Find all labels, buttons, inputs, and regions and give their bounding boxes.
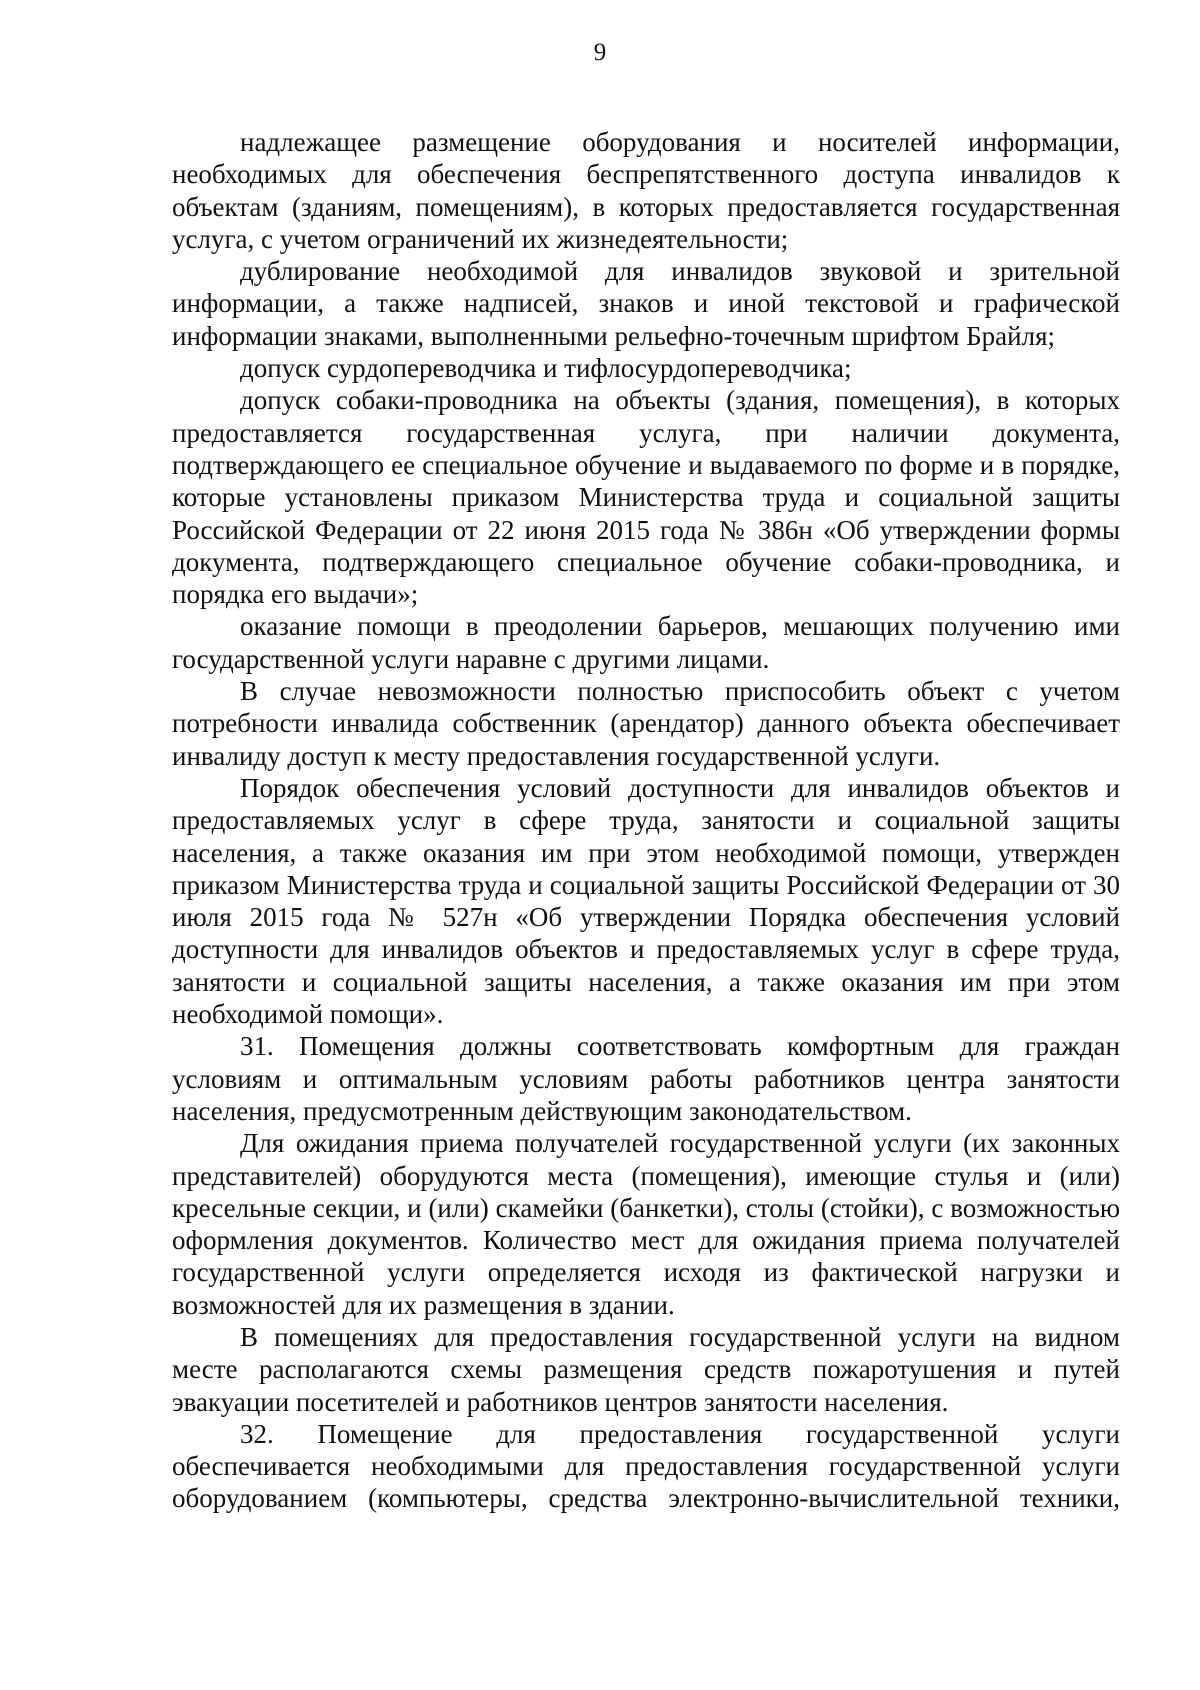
paragraph-waiting-places: Для ожидания приема получателей государственной услуги (их законных представителей) оборудуются места (помещения), имеющие стулья и (или) кресельные секции, и (или) скамейки (банкетки), столы (стойки), с возможностью оформления документов. Количество мест для ожидания приема получателей государственной услуги определяется исходя из фактической нагрузки и возможностей для их размещения в здании. <box>172 1128 1120 1320</box>
paragraph-evacuation-schemes: В помещениях для предоставления государственной услуги на видном месте располагаются схемы размещения средств пожаротушения и путей эвакуации посетителей и работников центров занятости населения. <box>172 1321 1120 1417</box>
paragraph-item-32: 32. Помещение для предоставления государственной услуги обеспечивается необходимыми для предоставления государственной услуги оборудованием (компьютеры, средства электронно-вычислительной техники, <box>172 1418 1120 1514</box>
paragraph-braille-duplication: дублирование необходимой для инвалидов звуковой и зрительной информации, а также надписей, знаков и иной текстовой и графической информации знаками, выполненными рельефно-точечным шрифтом Брайля; <box>172 256 1120 351</box>
paragraph-item-31: 31. Помещения должны соответствовать комфортным для граждан условиям и оптимальным условиям работы работников центра занятости населения, предусмотренным действующим законодательством. <box>172 1031 1120 1126</box>
paragraph-equipment-placement: надлежащее размещение оборудования и носителей информации, необходимых для обеспечения беспрепятственного доступа инвалидов к объектам (зданиям, помещениям), в которых предоставляется государственная услуга, с учетом ограничений их жизнедеятельности; <box>172 127 1120 254</box>
paragraph-owner-access: В случае невозможности полностью приспособить объект с учетом потребности инвалида собственник (арендатор) данного объекта обеспечивает инвалиду доступ к месту предоставления государственной услуги. <box>172 676 1120 771</box>
paragraph-interpreter-admission: допуск сурдопереводчика и тифлосурдопереводчика; <box>240 353 852 384</box>
paragraph-barrier-assistance: оказание помощи в преодолении барьеров, мешающих получению ими государственной услуги наравне с другими лицами. <box>172 611 1120 674</box>
page-number: 9 <box>593 39 607 66</box>
paragraph-accessibility-order: Порядок обеспечения условий доступности для инвалидов объектов и предоставляемых услуг в сфере труда, занятости и социальной защиты населения, а также оказания им при этом необходимой помощи, утвержден приказом Министерства труда и социальной защиты Российской Федерации от 30 июля 2015 года № 527н «Об утверждении Порядка обеспечения условий доступности для инвалидов объектов и предоставляемых услуг в сфере труда, занятости и социальной защиты населения, а также оказания им при этом необходимой помощи». <box>172 772 1120 1030</box>
paragraph-guide-dog-admission: допуск собаки-проводника на объекты (здания, помещения), в которых предоставляется государственная услуга, при наличии документа, подтверждающего ее специальное обучение и выдаваемого по форме и в порядке, которые установлены приказом Министерства труда и социальной защиты Российской Федерации от 22 июня 2015 года № 386н «Об утверждении формы документа, подтверждающего специальное обучение собаки-проводника, и порядка его выдачи»; <box>172 385 1120 610</box>
document-body <box>172 126 1120 1515</box>
